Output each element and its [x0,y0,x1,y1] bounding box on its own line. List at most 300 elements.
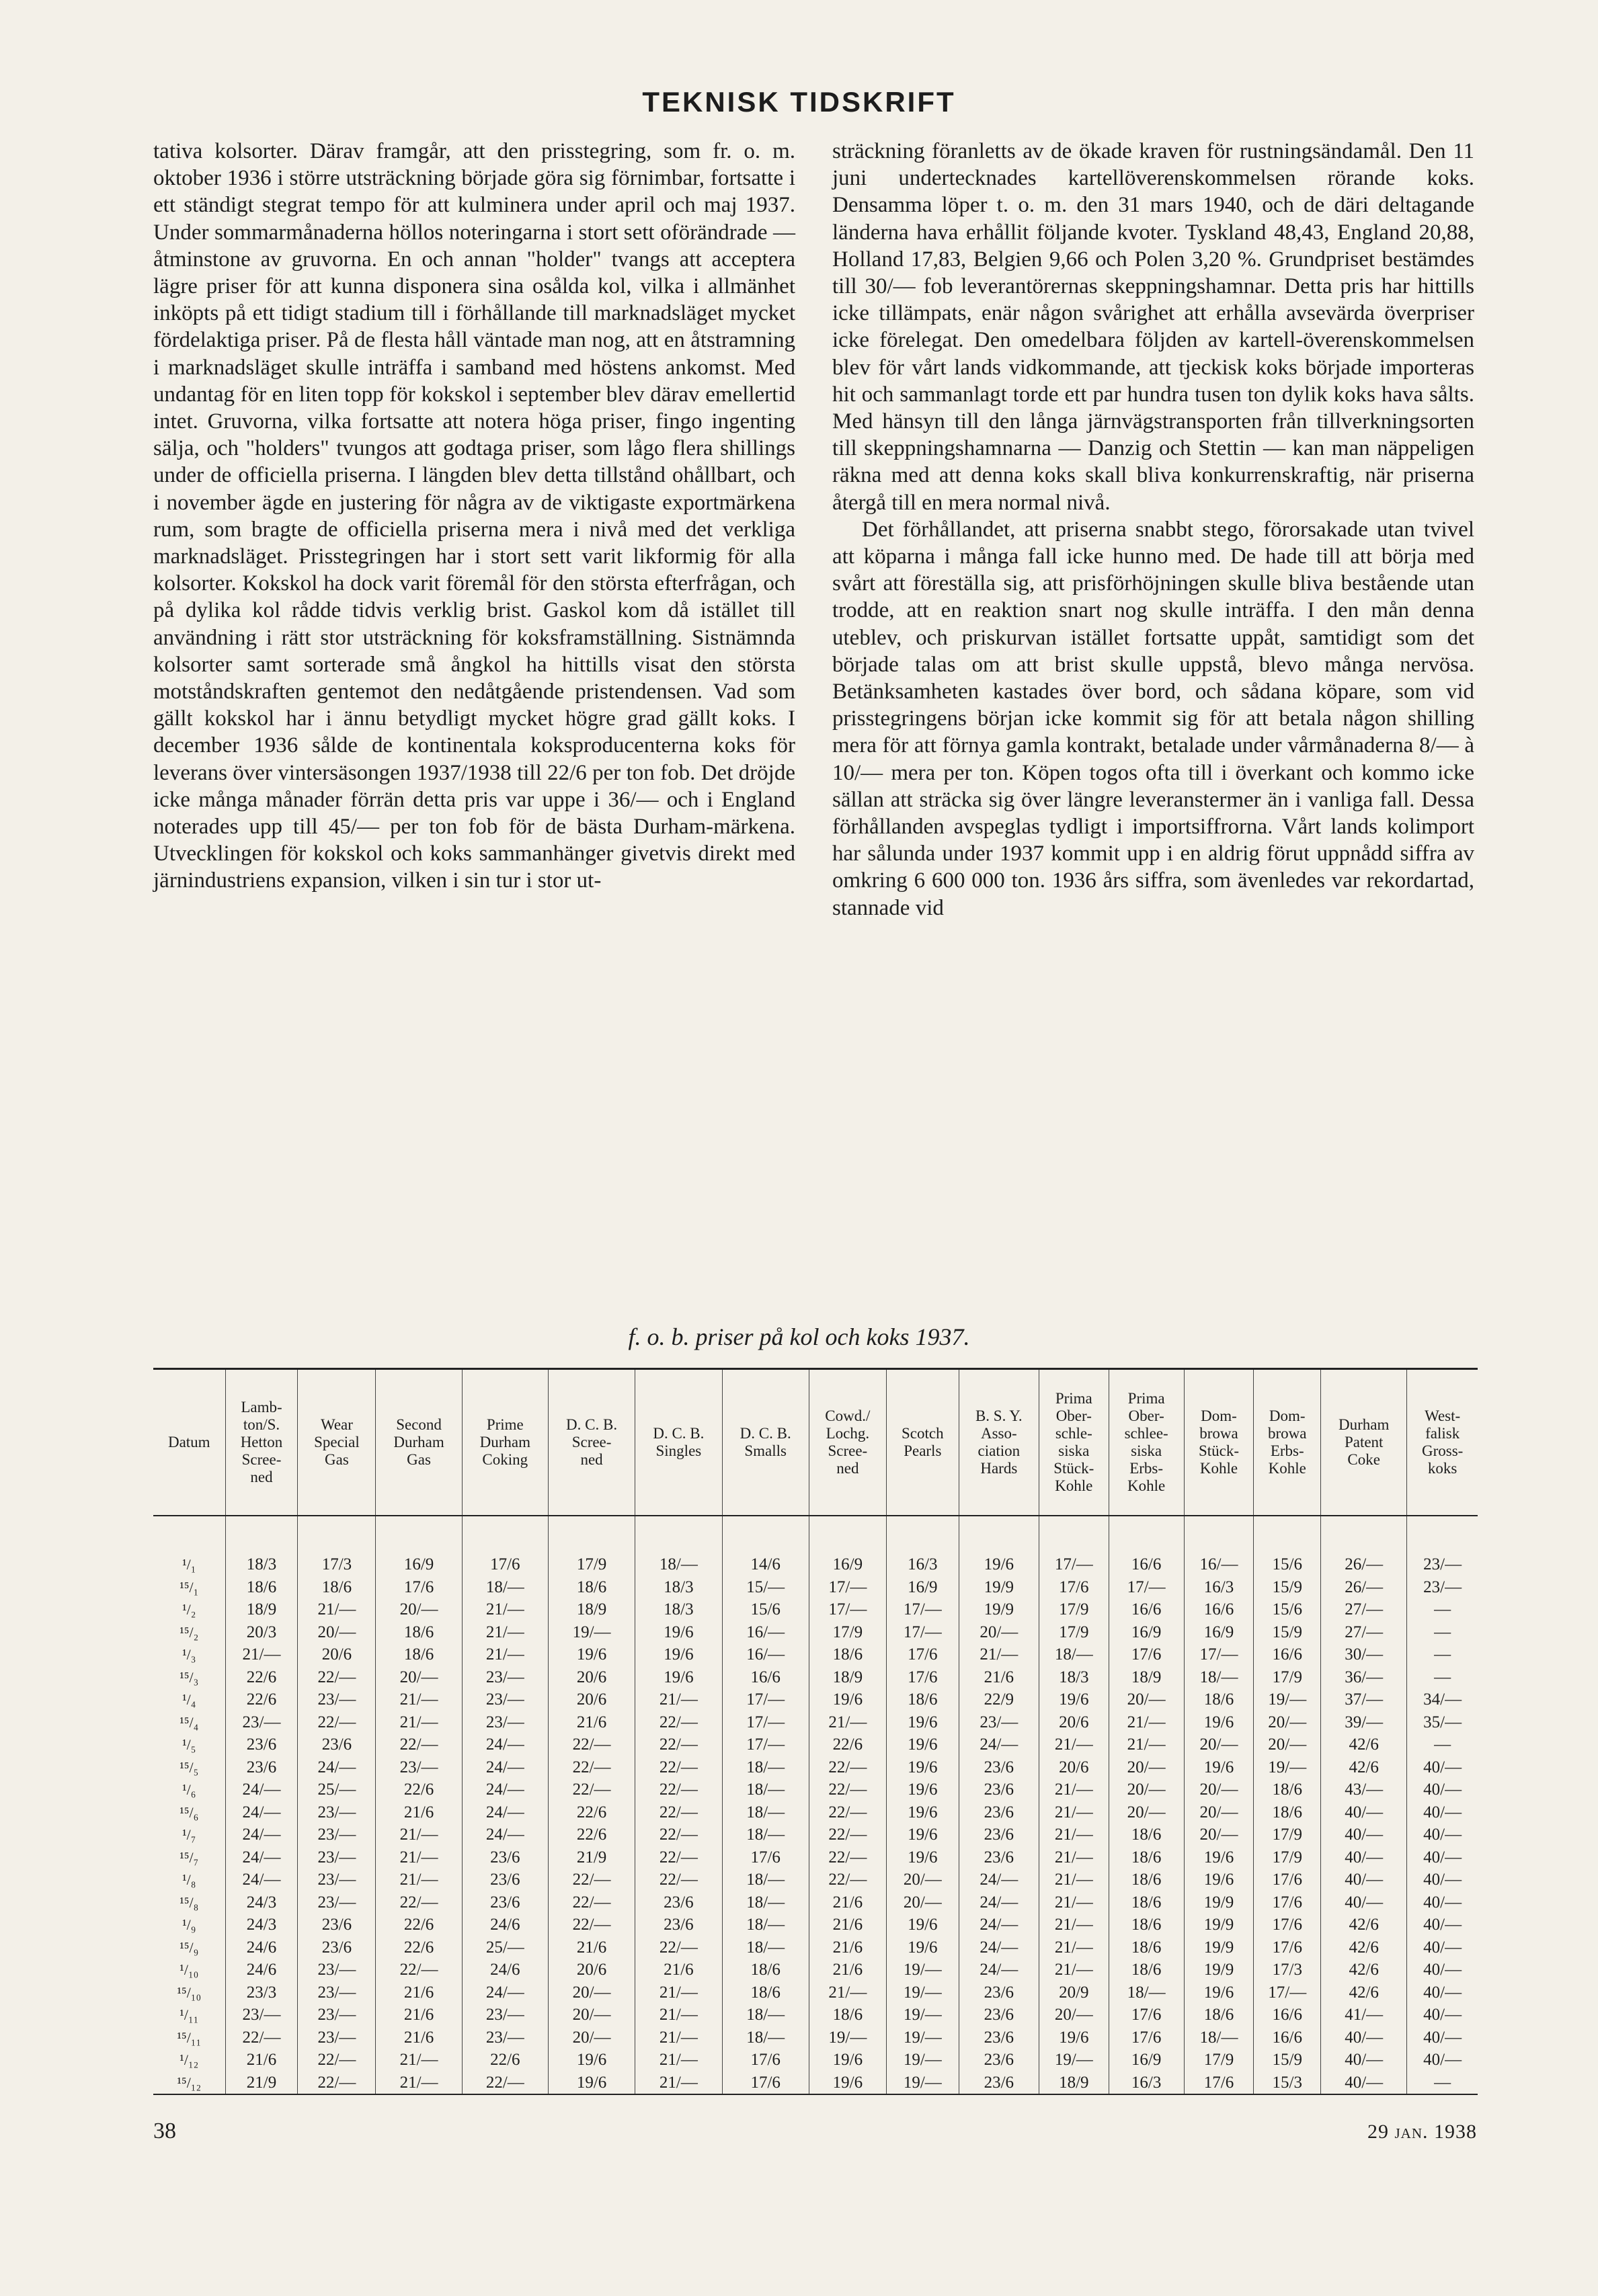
price-cell: 16/9 [1109,2049,1184,2072]
spacer-cell [225,1516,298,1553]
price-cell: 21/— [298,1598,376,1621]
price-cell: 18/6 [1109,1823,1184,1846]
price-cell: 18/6 [1109,1959,1184,1981]
price-cell: 17/— [886,1598,959,1621]
price-cell: 42/6 [1321,1756,1407,1779]
price-cell: 19/9 [1184,1891,1254,1914]
column-header: Lamb- ton/S. Hetton Scree- ned [225,1369,298,1516]
price-cell: 21/— [462,1643,548,1666]
price-cell: 20/6 [548,1666,635,1689]
date-cell: ¹⁵/₂ [179,1623,199,1641]
spacer-cell [1321,1516,1407,1553]
price-cell: 17/3 [1254,1959,1321,1981]
price-cell: 24/— [462,1733,548,1756]
price-cell: 19/6 [886,1846,959,1869]
price-cell: 16/9 [886,1576,959,1599]
spacer-cell [153,1516,225,1553]
table-row [153,1553,1478,1576]
price-cell: 42/6 [1321,1914,1407,1936]
price-cell: 37/— [1321,1688,1407,1711]
price-cell: 18/— [462,1576,548,1599]
price-cell: 40/— [1407,1981,1478,2004]
price-cell: — [1407,2072,1478,2095]
price-cell: 18/3 [225,1553,298,1576]
price-cell: 19/9 [1184,1914,1254,1936]
price-cell: 19/6 [1184,1756,1254,1779]
price-cell: 20/— [886,1891,959,1914]
price-cell: 24/— [225,1801,298,1824]
price-cell: 40/— [1407,1914,1478,1936]
price-cell: 21/6 [225,2049,298,2072]
price-cell: 18/6 [886,1688,959,1711]
price-cell: 23/6 [959,2049,1039,2072]
spacer-cell [959,1516,1039,1553]
price-cell: 40/— [1407,1801,1478,1824]
price-cell: 21/— [1039,1959,1109,1981]
price-cell: 21/— [1039,1778,1109,1801]
price-cell: 22/9 [959,1688,1039,1711]
price-cell: 41/— [1321,2004,1407,2026]
price-cell: 18/— [1184,1666,1254,1689]
price-cell: 21/— [1039,1936,1109,1959]
date-cell: ¹⁵/₁₂ [153,2072,225,2095]
price-cell: 23/— [298,1823,376,1846]
price-cell: 24/— [462,1981,548,2004]
price-cell: 20/3 [225,1621,298,1644]
price-cell: 21/6 [376,2026,462,2049]
price-cell: 23/3 [225,1981,298,2004]
price-cell: 20/— [548,2004,635,2026]
price-cell: 21/— [376,1869,462,1891]
price-cell: 22/— [548,1914,635,1936]
price-cell: 16/— [1184,1553,1254,1576]
price-cell: 22/— [635,1801,722,1824]
spacer-cell [1254,1516,1321,1553]
price-cell: 18/6 [298,1576,376,1599]
price-cell: 21/— [462,1621,548,1644]
price-cell: 23/6 [959,1846,1039,1869]
price-cell: 22/— [635,1936,722,1959]
price-cell: 23/6 [462,1869,548,1891]
price-cell: 21/— [462,1598,548,1621]
price-cell: 40/— [1407,1936,1478,1959]
table-row [153,1598,1478,1621]
price-cell: 18/— [722,1914,809,1936]
price-cell: 19/9 [1184,1936,1254,1959]
price-cell: 20/— [1254,1711,1321,1734]
price-cell: 24/— [225,1823,298,1846]
price-cell: 23/— [1407,1576,1478,1599]
price-cell: 19/6 [809,2072,886,2095]
table-body [153,1516,1478,2094]
price-cell: 19/— [1039,2049,1109,2072]
price-cell: 22/— [462,2072,548,2095]
price-cell: 18/6 [225,1576,298,1599]
price-cell: 21/6 [635,1959,722,1981]
price-cell: 20/6 [548,1688,635,1711]
price-cell: 22/— [635,1733,722,1756]
column-header: Dom- browa Erbs- Kohle [1254,1369,1321,1516]
price-cell: 40/— [1321,1891,1407,1914]
column-header: Second Durham Gas [376,1369,462,1516]
price-cell: 15/9 [1254,1621,1321,1644]
column-header: D. C. B. Scree- ned [548,1369,635,1516]
price-cell: 20/6 [298,1643,376,1666]
price-cell: 21/— [959,1643,1039,1666]
table-row [153,1711,1478,1734]
price-cell: 18/6 [1109,1891,1184,1914]
price-cell: 21/6 [959,1666,1039,1689]
table-row [153,2072,1478,2095]
price-cell: 18/6 [722,1981,809,2004]
price-cell: 21/— [635,1981,722,2004]
price-cell: 21/6 [809,1959,886,1981]
price-cell: 20/9 [1039,1981,1109,2004]
date-cell: ¹⁵/₄ [179,1713,199,1731]
price-cell: 23/— [298,1981,376,2004]
price-cell: 18/— [1039,1643,1109,1666]
date-cell: ¹/₁ [182,1556,196,1573]
price-cell: 24/— [462,1756,548,1779]
spacer-cell [635,1516,722,1553]
price-cell: 42/6 [1321,1959,1407,1981]
price-cell: 24/— [959,1914,1039,1936]
price-cell: 17/6 [886,1666,959,1689]
price-cell: 22/6 [376,1778,462,1801]
price-cell: 22/6 [462,2049,548,2072]
table-row [153,1688,1478,1711]
spacer-cell [298,1516,376,1553]
price-cell: 20/— [959,1621,1039,1644]
table-row [153,1936,1478,1959]
price-cell: 22/6 [548,1823,635,1846]
issue-date [1367,2119,1477,2144]
price-cell: 22/— [548,1778,635,1801]
price-cell: 21/— [1039,1801,1109,1824]
price-cell: 20/— [1109,1688,1184,1711]
price-cell: 23/6 [298,1733,376,1756]
price-cell: 22/— [635,1869,722,1891]
price-cell: 15/— [722,1576,809,1599]
date-cell: ¹/₉ [182,1916,196,1933]
price-cell: 19/6 [1184,1869,1254,1891]
price-cell: 15/3 [1254,2072,1321,2095]
price-cell: 18/6 [1109,1846,1184,1869]
price-cell: 23/— [462,2026,548,2049]
price-cell: 19/6 [886,1801,959,1824]
column-header: B. S. Y. Asso- ciation Hards [959,1369,1039,1516]
price-cell: 17/9 [809,1621,886,1644]
price-cell: 21/6 [809,1936,886,1959]
price-cell: 19/— [886,1981,959,2004]
table-row [153,1666,1478,1689]
column-header: D. C. B. Smalls [722,1369,809,1516]
price-cell: 17/6 [1109,2004,1184,2026]
price-cell: 42/6 [1321,1733,1407,1756]
date-cell: ¹/₇ [182,1826,196,1843]
price-cell: 21/— [1039,1891,1109,1914]
price-cell: 30/— [1321,1643,1407,1666]
price-cell: 16/3 [1109,2072,1184,2095]
price-cell: 21/— [376,1688,462,1711]
price-cell: 22/— [376,1733,462,1756]
price-cell: 20/— [1039,2004,1109,2026]
price-cell: 20/— [1109,1801,1184,1824]
price-cell: 21/— [376,2049,462,2072]
left-paragraph-1: tativa kolsorter. Därav framgår, att den prisstegring, som fr. o. m. oktober 1936 i större utsträckning började göra sig förnimbar, fortsatte i ett ständigt stegrat tempo för att kulminera under april och maj 1937. Under sommarmånaderna höllos noteringarna i stort sett oförändrade — åtminstone av gruvorna. En och annan "holder" tvangs att acceptera lägre priser för att kunna disponera sina osålda kol, vilka i allmänhet inköpts på ett tidigt stadium till i förhållande till marknadsläget mycket fördelaktiga priser. På de flesta håll väntade man nog, att en åtstramning i marknadsläget skulle inträffa i samband med höstens ankomst. Med undantag för en liten topp för kokskol i september blev därav emellertid intet. Gruvorna, vilka fortsatte att notera höga priser, fingo ingenting sälja, och "holders" tvungos att godtaga priser, som lågo flera shillings under de officiella priserna. I längden blev detta tillstånd ohållbart, och i november ägde en justering för några av de viktigaste exportmärkena rum, som bragte de officiella priserna mera i nivå med det verkliga marknadsläget. Prisstegringen har i stort sett varit likformig för alla kolsorter. Kokskol ha dock varit föremål för den största efterfrågan, och på dylika kol rådde tidvis verklig brist. Gaskol kom då istället till användning i rätt stor utsträckning för koksframställning. Sistnämnda kolsorter samt sorterade små ångkol ha hittills visat den största motståndskraften gentemot den nedåtgående pristendensen. Vad som gällt kokskol har i ännu betydligt mycket högre grad gällt koks. I december 1936 sålde de kontinentala koksproducenterna koks för leverans över vintersäsongen 1937/1938 till 22/6 per ton fob. Det dröjde icke många månader förrän detta pris var uppe i 36/— och i England noterades upp till 45/— per ton fob för de bästa Durham-märkena. Utvecklingen för kokskol och koks sammanhänger givetvis direkt med järnindustriens expansion, vilken i sin tur i stor ut- [153,139,795,893]
price-cell: 20/6 [1039,1711,1109,1734]
table-row [153,1914,1478,1936]
price-cell: 27/— [1321,1621,1407,1644]
price-cell: 22/— [548,1756,635,1779]
date-cell: ¹⁵/₁₁ [177,2028,202,2046]
table-row [153,2026,1478,2049]
spacer-cell [462,1516,548,1553]
price-cell: 21/— [809,1981,886,2004]
price-cell: 19/9 [959,1598,1039,1621]
column-header: Prime Durham Coking [462,1369,548,1516]
price-cell: 21/6 [376,1981,462,2004]
table-row [153,1621,1478,1644]
price-cell: 40/— [1407,2049,1478,2072]
price-cell: 27/— [1321,1598,1407,1621]
price-cell: 19/6 [548,2049,635,2072]
table-row [153,1891,1478,1914]
price-cell: 17/9 [548,1553,635,1576]
price-cell: 23/— [298,1959,376,1981]
price-cell: 22/— [298,2049,376,2072]
price-cell: 18/— [635,1553,722,1576]
price-cell: 25/— [462,1936,548,1959]
price-cell: 22/— [809,1823,886,1846]
price-cell: 22/— [548,1869,635,1891]
price-cell: 21/6 [548,1936,635,1959]
price-cell: 22/6 [548,1801,635,1824]
price-cell: 23/6 [959,1823,1039,1846]
price-cell: 23/— [298,1869,376,1891]
price-cell: 19/6 [1184,1711,1254,1734]
price-cell: 18/6 [1184,1688,1254,1711]
price-cell: 16/9 [1109,1621,1184,1644]
price-cell: 16/6 [1254,2004,1321,2026]
price-cell: 17/6 [1109,2026,1184,2049]
price-cell: 24/— [225,1869,298,1891]
price-cell: 18/— [1184,2026,1254,2049]
price-cell: 26/— [1321,1576,1407,1599]
table-row [153,1778,1478,1801]
price-cell: 24/6 [225,1959,298,1981]
price-cell: 23/6 [462,1846,548,1869]
price-cell: 19/6 [886,1756,959,1779]
price-cell: 19/6 [886,1733,959,1756]
price-cell: 18/— [722,1891,809,1914]
price-cell: 22/— [298,1711,376,1734]
price-cell: 21/— [225,1643,298,1666]
price-cell: 23/6 [225,1733,298,1756]
price-cell: 20/— [1254,1733,1321,1756]
price-cell: 17/9 [1254,1666,1321,1689]
price-cell: 23/— [298,1688,376,1711]
price-cell: 19/6 [886,1823,959,1846]
price-cell: 18/6 [376,1643,462,1666]
date-cell: ¹⁵/₈ [179,1893,199,1911]
price-cell: 21/6 [376,2004,462,2026]
price-cell: 17/6 [722,2072,809,2095]
price-cell: — [1407,1733,1478,1756]
price-cell: 40/— [1407,1891,1478,1914]
price-cell: 26/— [1321,1553,1407,1576]
price-cell: 22/— [298,1666,376,1689]
column-header: Wear Special Gas [298,1369,376,1516]
price-cell: 22/— [809,1846,886,1869]
price-cell: 20/— [376,1598,462,1621]
spacer-cell [548,1516,635,1553]
price-cell: 17/6 [1254,1914,1321,1936]
price-cell: 19/— [886,2004,959,2026]
price-cell: 16/6 [1184,1598,1254,1621]
price-cell: 40/— [1407,2004,1478,2026]
price-cell: 18/— [1109,1981,1184,2004]
price-cell: 40/— [1321,1869,1407,1891]
price-cell: — [1407,1666,1478,1689]
price-cell: 20/— [1184,1801,1254,1824]
price-cell: 20/— [1184,1823,1254,1846]
column-header: Prima Ober- schlee- siska Erbs- Kohle [1109,1369,1184,1516]
price-cell: 21/— [376,2072,462,2095]
price-cell: 17/3 [298,1553,376,1576]
price-cell: 21/— [809,1711,886,1734]
price-cell: 16/— [722,1621,809,1644]
price-cell: 17/— [722,1711,809,1734]
date-cell: ¹/₁₁ [179,2006,199,2023]
price-cell: 43/— [1321,1778,1407,1801]
price-cell: 22/— [635,1823,722,1846]
price-cell: 19/— [809,2026,886,2049]
price-cell: 22/— [635,1846,722,1869]
price-cell: 17/6 [376,1576,462,1599]
spacer-cell [1407,1516,1478,1553]
price-cell: 18/6 [548,1576,635,1599]
price-cell: 18/— [722,2026,809,2049]
price-cell: 18/9 [548,1598,635,1621]
price-cell: 17/9 [1184,2049,1254,2072]
date-cell: ¹/₃ [182,1646,196,1663]
price-cell: 16/6 [1254,1643,1321,1666]
column-header: D. C. B. Singles [635,1369,722,1516]
spacer-cell [1039,1516,1109,1553]
date-cell: ¹⁵/₃ [179,1668,199,1686]
price-cell: 18/3 [1039,1666,1109,1689]
price-cell: 21/9 [225,2072,298,2095]
price-cell: 40/— [1407,1846,1478,1869]
price-cell: 40/— [1407,1823,1478,1846]
price-cell: 20/— [1184,1778,1254,1801]
price-cell: 19/6 [548,1643,635,1666]
price-cell: 17/6 [1254,1891,1321,1914]
price-cell: 18/— [722,1778,809,1801]
price-cell: 20/6 [548,1959,635,1981]
table-row [153,1756,1478,1779]
price-cell: 24/3 [225,1914,298,1936]
price-cell: 17/6 [722,1846,809,1869]
price-cell: 19/— [1254,1688,1321,1711]
price-cell: 21/6 [809,1891,886,1914]
price-cell: 18/6 [809,2004,886,2026]
price-cell: 24/— [959,1869,1039,1891]
table-row [153,1846,1478,1869]
price-cell: 22/— [376,1891,462,1914]
price-cell: 20/— [1184,1733,1254,1756]
price-cell: 19/6 [635,1621,722,1644]
right-text-column [832,138,1474,921]
price-cell: 24/— [462,1778,548,1801]
price-cell: 40/— [1321,1846,1407,1869]
price-cell: 21/— [1039,1914,1109,1936]
price-cell: 23/6 [959,1801,1039,1824]
price-cell: 17/— [886,1621,959,1644]
price-cell: 20/— [548,1981,635,2004]
date-cell: ¹/₅ [182,1736,196,1753]
price-cell: 19/6 [1039,1688,1109,1711]
table-row [153,1733,1478,1756]
spacer-cell [1109,1516,1184,1553]
spacer-cell [886,1516,959,1553]
price-cell: 23/— [1407,1553,1478,1576]
price-cell: 24/6 [462,1959,548,1981]
price-cell: 14/6 [722,1553,809,1576]
price-cell: 18/— [722,1756,809,1779]
price-cell: 23/6 [959,2026,1039,2049]
column-header: Cowd./ Lochg. Scree- ned [809,1369,886,1516]
price-cell: 20/— [1109,1778,1184,1801]
price-cell: 17/6 [462,1553,548,1576]
date-cell: ¹/₁₀ [179,1961,199,1978]
price-cell: 17/— [1184,1643,1254,1666]
price-cell: 18/6 [1254,1801,1321,1824]
date-cell: ¹⁵/₇ [179,1848,199,1866]
price-cell: 22/— [809,1756,886,1779]
price-cell: 23/6 [959,2072,1039,2095]
price-cell: 36/— [1321,1666,1407,1689]
price-cell: 23/— [462,1666,548,1689]
price-cell: 22/6 [809,1733,886,1756]
price-cell: 19/6 [548,2072,635,2095]
date-cell: ¹/₄ [182,1691,196,1708]
price-cell: 15/6 [1254,1598,1321,1621]
price-cell: 21/6 [376,1801,462,1824]
price-cell: 20/— [548,2026,635,2049]
left-text-column [153,138,795,895]
date-cell: ¹/₂ [182,1601,196,1618]
price-cell: 17/9 [1254,1823,1321,1846]
price-cell: 15/9 [1254,1576,1321,1599]
price-cell: 21/6 [809,1914,886,1936]
price-cell: 22/— [548,1733,635,1756]
price-cell: 19/6 [886,1778,959,1801]
price-cell: 21/— [1109,1733,1184,1756]
price-cell: 20/— [298,1621,376,1644]
price-cell: 23/— [225,2004,298,2026]
price-cell: 18/6 [722,1959,809,1981]
price-cell: 18/6 [1184,2004,1254,2026]
price-cell: 21/— [1039,1733,1109,1756]
price-cell: 16/6 [722,1666,809,1689]
price-cell: — [1407,1598,1478,1621]
price-cell: 40/— [1321,2049,1407,2072]
price-cell: 23/— [298,1846,376,1869]
price-cell: 18/— [722,1823,809,1846]
price-cell: 23/6 [635,1914,722,1936]
